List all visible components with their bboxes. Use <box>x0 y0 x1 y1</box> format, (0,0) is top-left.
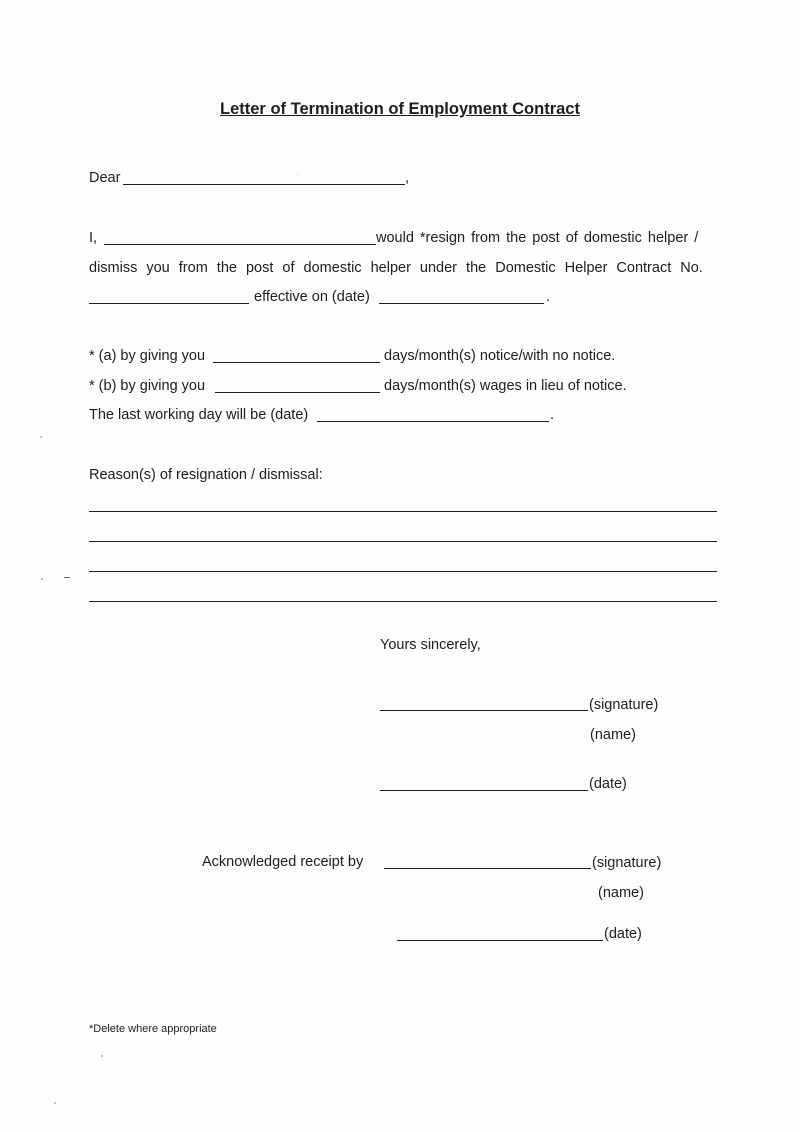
sender-date-blank[interactable] <box>380 790 588 791</box>
employee-name-blank[interactable] <box>104 244 376 245</box>
salutation-label: Dear <box>89 170 121 186</box>
ack-signature-label: (signature) <box>592 855 662 871</box>
closing-text: Yours sincerely, <box>380 637 481 653</box>
scan-speck <box>40 436 42 438</box>
option-b-wages-blank[interactable] <box>215 392 380 393</box>
scan-speck <box>54 1102 56 1104</box>
sender-signature-blank[interactable] <box>380 710 588 711</box>
scan-speck <box>64 577 70 578</box>
option-b-text: days/month(s) wages in lieu of notice. <box>384 378 627 394</box>
reasons-label: Reason(s) of resignation / dismissal: <box>89 467 323 483</box>
sender-date-label: (date) <box>589 776 627 792</box>
footnote: *Delete where appropriate <box>89 1023 217 1035</box>
last-working-day-blank[interactable] <box>317 421 549 422</box>
resign-clause: would *resign from the post of domestic helper / <box>376 230 699 246</box>
last-day-period: . <box>550 407 555 423</box>
salutation-comma: , <box>405 170 410 186</box>
effective-date-label: effective on (date) <box>254 289 370 305</box>
paragraph-i-label: I, <box>89 230 98 246</box>
reason-line[interactable] <box>89 601 717 602</box>
sender-signature-label: (signature) <box>589 697 659 713</box>
option-a-text: days/month(s) notice/with no notice. <box>384 348 616 364</box>
option-a-label: * (a) by giving you <box>89 348 206 364</box>
reason-line[interactable] <box>89 571 717 572</box>
ack-name-label: (name) <box>598 885 644 901</box>
option-a-notice-blank[interactable] <box>213 362 380 363</box>
sender-name-label: (name) <box>590 727 636 743</box>
ack-date-blank[interactable] <box>397 940 603 941</box>
reason-line[interactable] <box>89 541 717 542</box>
paragraph-period: . <box>546 289 551 305</box>
scan-speck <box>101 1055 103 1057</box>
reason-line[interactable] <box>89 511 717 512</box>
document-title: Letter of Termination of Employment Contract <box>220 100 580 118</box>
ack-label: Acknowledged receipt by <box>202 854 364 870</box>
effective-date-blank[interactable] <box>379 303 544 304</box>
ack-date-label: (date) <box>604 926 642 942</box>
recipient-name-blank[interactable] <box>123 184 405 185</box>
scan-speck <box>297 174 298 175</box>
option-b-label: * (b) by giving you <box>89 378 206 394</box>
ack-signature-blank[interactable] <box>384 868 591 869</box>
last-working-day-label: The last working day will be (date) <box>89 407 309 423</box>
scan-speck <box>41 578 43 580</box>
contract-number-blank[interactable] <box>89 303 249 304</box>
dismiss-clause: dismiss you from the post of domestic helper under the Domestic Helper Contract No. <box>89 260 703 276</box>
